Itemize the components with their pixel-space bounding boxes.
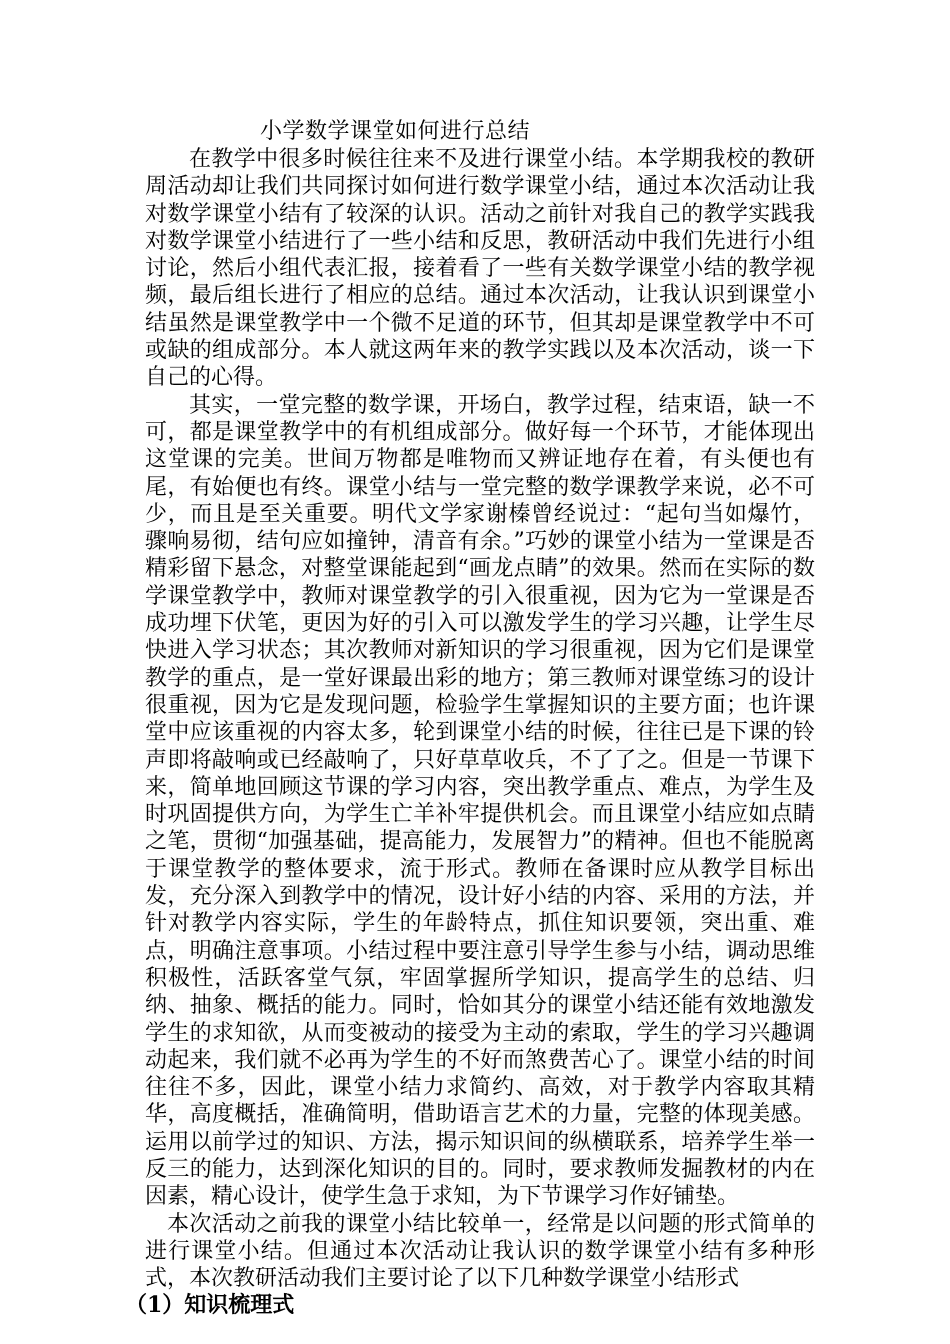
- paragraph-body: 其实，一堂完整的数学课，开场白，教学过程，结束语，缺一不可，都是课堂教学中的有机组成部分。做好每一个环节，才能体现出这堂课的完美。世间万物都是唯物而又辨证地存在着，有头便也有尾，有始便也有终。课堂小结与一堂完整的数学课教学来说，必不可少，而且是至关重要。明代文学家谢榛曾经说过：“起句当如爆竹，骤响易彻，结句应如撞钟，清音有余。”巧妙的课堂小结为一堂课是否精彩留下悬念，对整堂课能起到“画龙点睛”的效果。然而在实际的数学课堂教学中，教师对课堂教学的引入很重视，因为它为一堂课是否成功埋下伏笔，更因为好的引入可以激发学生的学习兴趣，让学生尽快进入学习状态；其次教师对新知识的学习很重视，因为它们是课堂教学的重点，是一堂好课最出彩的地方；第三教师对课堂练习的设计很重视，因为它是发现问题，检验学生掌握知识的主要方面；也许课堂中应该重视的内容太多，轮到课堂小结的时候，往往已是下课的铃声即将敲响或已经敲响了，只好草草收兵，不了了之。但是一节课下来，简单地回顾这节课的学习内容，突出教学重点、难点，为学生及时巩固提供方向，为学生亡羊补牢提供机会。而且课堂小结应如点睛之笔，贯彻“加强基础，提高能力，发展智力”的精神。但也不能脱离于课堂教学的整体要求，流于形式。教师在备课时应从教学目标出发，充分深入到教学中的情况，设计好小结的内容、采用的方法，并针对教学内容实际，学生的年龄特点，抓住知识要领，突出重、难点，明确注意事项。小结过程中要注意引导学生参与小结，调动思维积极性，活跃客堂气氛，牢固掌握所学知识，提高学生的总结、归纳、抽象、概括的能力。同时，恰如其分的课堂小结还能有效地激发学生的求知欲，从而变被动的接受为主动的索取，学生的学习兴趣调动起来，我们就不必再为学生的不好而煞费苦心了。课堂小结的时间往往不多，因此，课堂小结力求简约、高效，对于教学内容取其精华，高度概括，准确简明，借助语言艺术的力量，完整的体现美感。运用以前学过的知识、方法，揭示知识间的纵横联系，培养学生举一反三的能力，达到深化知识的目的。同时，要求教师发掘教材的内在因素，精心设计，使学生急于求知，为下节课学习作好铺垫。: [145, 392, 815, 1210]
- document-page: [125, 118, 815, 1320]
- paragraph-intro: 在教学中很多时候往往来不及进行课堂小结。本学期我校的教研周活动却让我们共同探讨如何进行数学课堂小结，通过本次活动让我对数学课堂小结有了较深的认识。活动之前针对我自己的教学实践我对数学课堂小结进行了一些小结和反思，教研活动中我们先进行小组讨论，然后小组代表汇报，接着看了一些有关数学课堂小结的教学视频，最后组长进行了相应的总结。通过本次活动，让我认识到课堂小结虽然是课堂教学中一个微不足道的环节，但其却是课堂教学中不可或缺的组成部分。本人就这两年来的教学实践以及本次活动，谈一下自己的心得。: [145, 147, 815, 391]
- document-title: 小学数学课堂如何进行总结: [260, 119, 531, 144]
- paragraph-forms: 本次活动之前我的课堂小结比较单一，经常是以问题的形式简单的进行课堂小结。但通过本次活动让我认识的数学课堂小结有多种形式，本次教研活动我们主要讨论了以下几种数学课堂小结形式: [145, 1211, 815, 1292]
- section-heading-knowledge-review: （1）知识梳理式: [125, 1292, 295, 1319]
